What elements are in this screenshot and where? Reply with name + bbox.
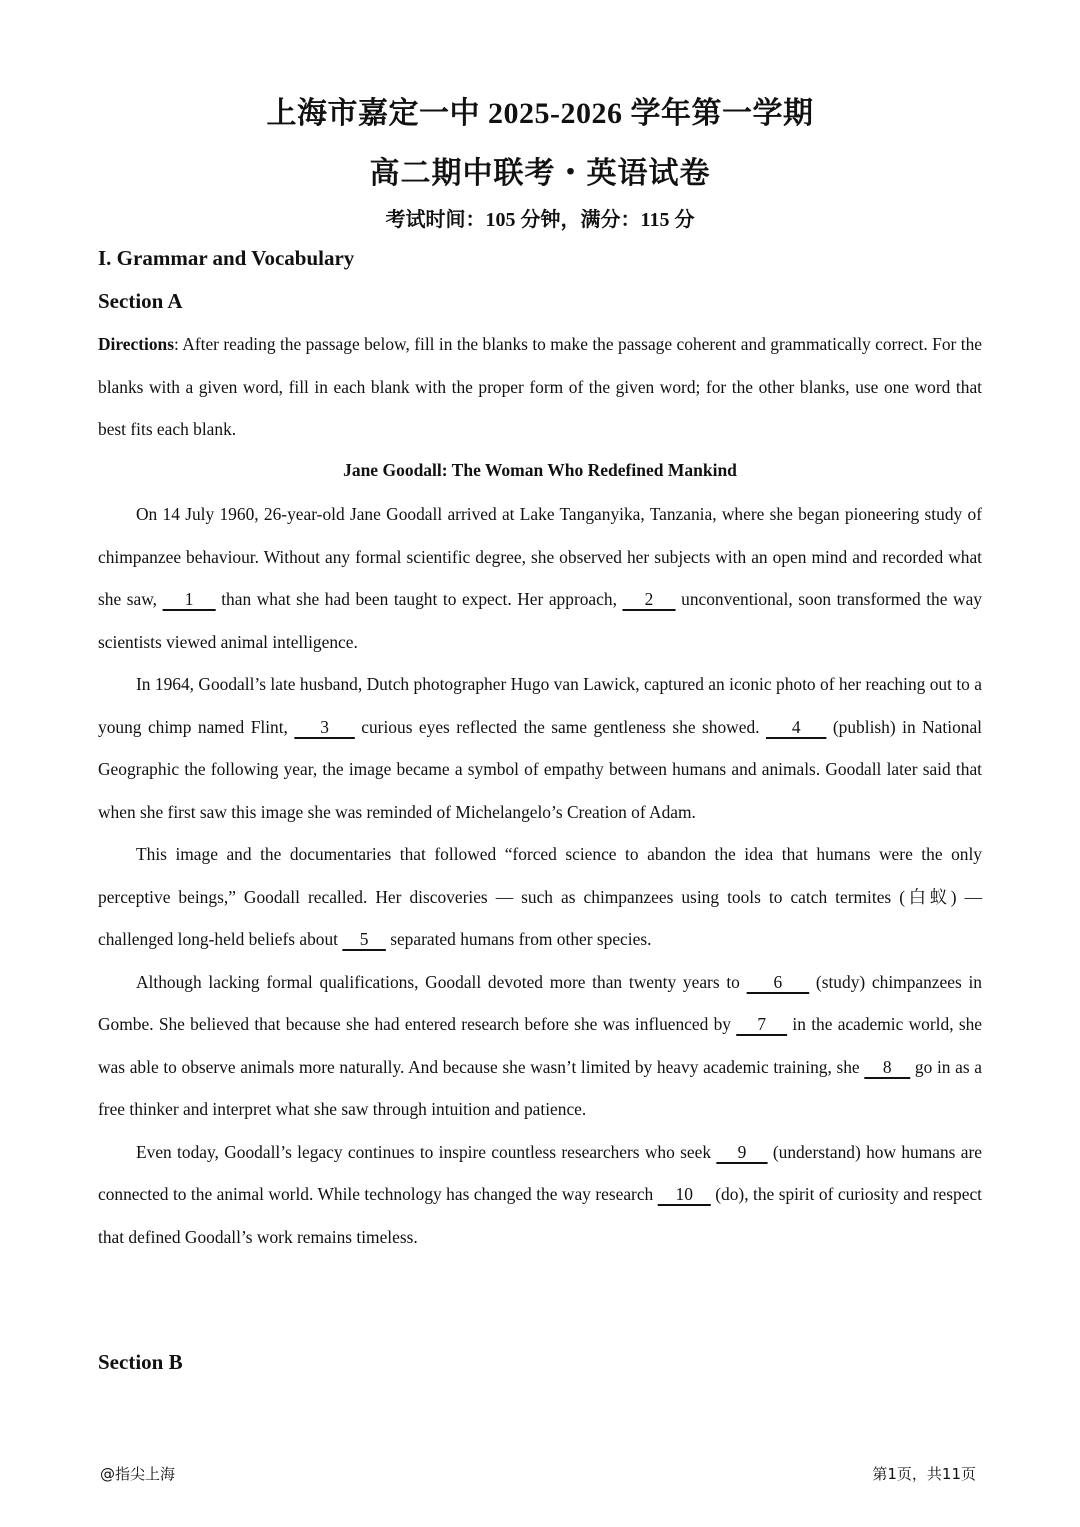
paragraph-text: curious eyes reflected the same gentleness she showed. — [354, 716, 766, 737]
exam-title-subject: 高二期中联考・英语试卷 — [369, 157, 711, 190]
blank-5: 5 — [342, 929, 386, 949]
paragraph-text: (study) chimpanzees in Gombe. She believed that because she had entered research before she was influenced by — [98, 971, 982, 1034]
blank-7: 7 — [736, 1014, 788, 1034]
paragraph-2 — [98, 663, 982, 833]
paragraph-3 — [98, 833, 982, 961]
exam-time-score: 考试时间：105 分钟，满分：115 分 — [385, 209, 695, 231]
passage-title: Jane Goodall: The Woman Who Redefined Mankind — [343, 460, 737, 480]
part-heading: I. Grammar and Vocabulary — [98, 246, 355, 270]
paragraph-4 — [98, 961, 982, 1131]
passage-body — [98, 493, 982, 1258]
paragraph-text: (do), the spirit of curiosity and respect that defined Goodall’s work remains timeless. — [98, 1184, 983, 1247]
blank-8: 8 — [864, 1056, 911, 1077]
paragraph-5 — [98, 1131, 982, 1259]
blank-9: 9 — [716, 1141, 768, 1162]
paragraph-text: go in as a free thinker and interpret what she saw through intuition and patience. — [98, 1056, 982, 1119]
section-a-heading: Section A — [98, 289, 183, 313]
directions-label: Directions — [98, 334, 174, 354]
paragraph-text: Even today, Goodall’s legacy continues to inspire countless researchers who seek — [136, 1141, 717, 1162]
blank-10: 10 — [657, 1184, 711, 1204]
blank-1: 1 — [162, 589, 216, 609]
paragraph-text: separated humans from other species. — [385, 929, 652, 949]
paragraph-text: This image and the documentaries that followed “forced science to abandon the idea that humans were the only perceptive beings,” Goodall recalled. Her discoveries — such as chimpanzees using tools to catch termites (白蚁) — challenged long-held beliefs about — [98, 844, 982, 949]
paragraph-text: Although lacking formal qualifications, Goodall devoted more than twenty years to — [136, 971, 747, 992]
paragraph-text: (understand) how humans are connected to the animal world. While technology has changed the way research — [98, 1141, 982, 1204]
blank-4: 4 — [765, 716, 827, 737]
paragraph-text: (publish) in National Geographic the following year, the image became a symbol of empathy between humans and animals. Goodall later said that when she first saw this image she was reminded of Michelangelo’s Creation of Adam. — [98, 716, 983, 822]
paragraph-text: than what she had been taught to expect. Her approach, — [215, 589, 623, 609]
paragraph-text: in the academic world, she was able to observe animals more naturally. And because she wasn’t limited by heavy academic training, she — [98, 1014, 983, 1077]
footer-source: @指尖上海 — [100, 1465, 176, 1483]
section-b-heading: Section B — [98, 1350, 183, 1374]
footer-page-number: 第1页，共11页 — [872, 1465, 976, 1483]
exam-title-school: 上海市嘉定一中 2025-2026 学年第一学期 — [266, 97, 814, 130]
blank-3: 3 — [294, 716, 355, 737]
paragraph-text: On 14 July 1960, 26-year-old Jane Goodall arrived at Lake Tanganyika, Tanzania, where she began pioneering study of chimpanzee behaviour. Without any formal scientific degree, she observed her subjects with an open mind and recorded what she saw, — [98, 504, 982, 609]
paragraph-text: unconventional, soon transformed the way scientists viewed animal intelligence. — [98, 589, 982, 652]
directions-text: : After reading the passage below, fill in the blanks to make the passage coherent and grammatically correct. For the blanks with a given word, fill in each blank with the proper form of the given word; for the other blanks, use one word that best fits each blank. — [98, 334, 982, 439]
blank-2: 2 — [622, 589, 676, 609]
blank-6: 6 — [746, 971, 810, 992]
directions — [98, 323, 982, 451]
paragraph-text: In 1964, Goodall’s late husband, Dutch photographer Hugo van Lawick, captured an iconic photo of her reaching out to a young chimp named Flint, — [98, 674, 982, 737]
paragraph-1 — [98, 493, 982, 663]
